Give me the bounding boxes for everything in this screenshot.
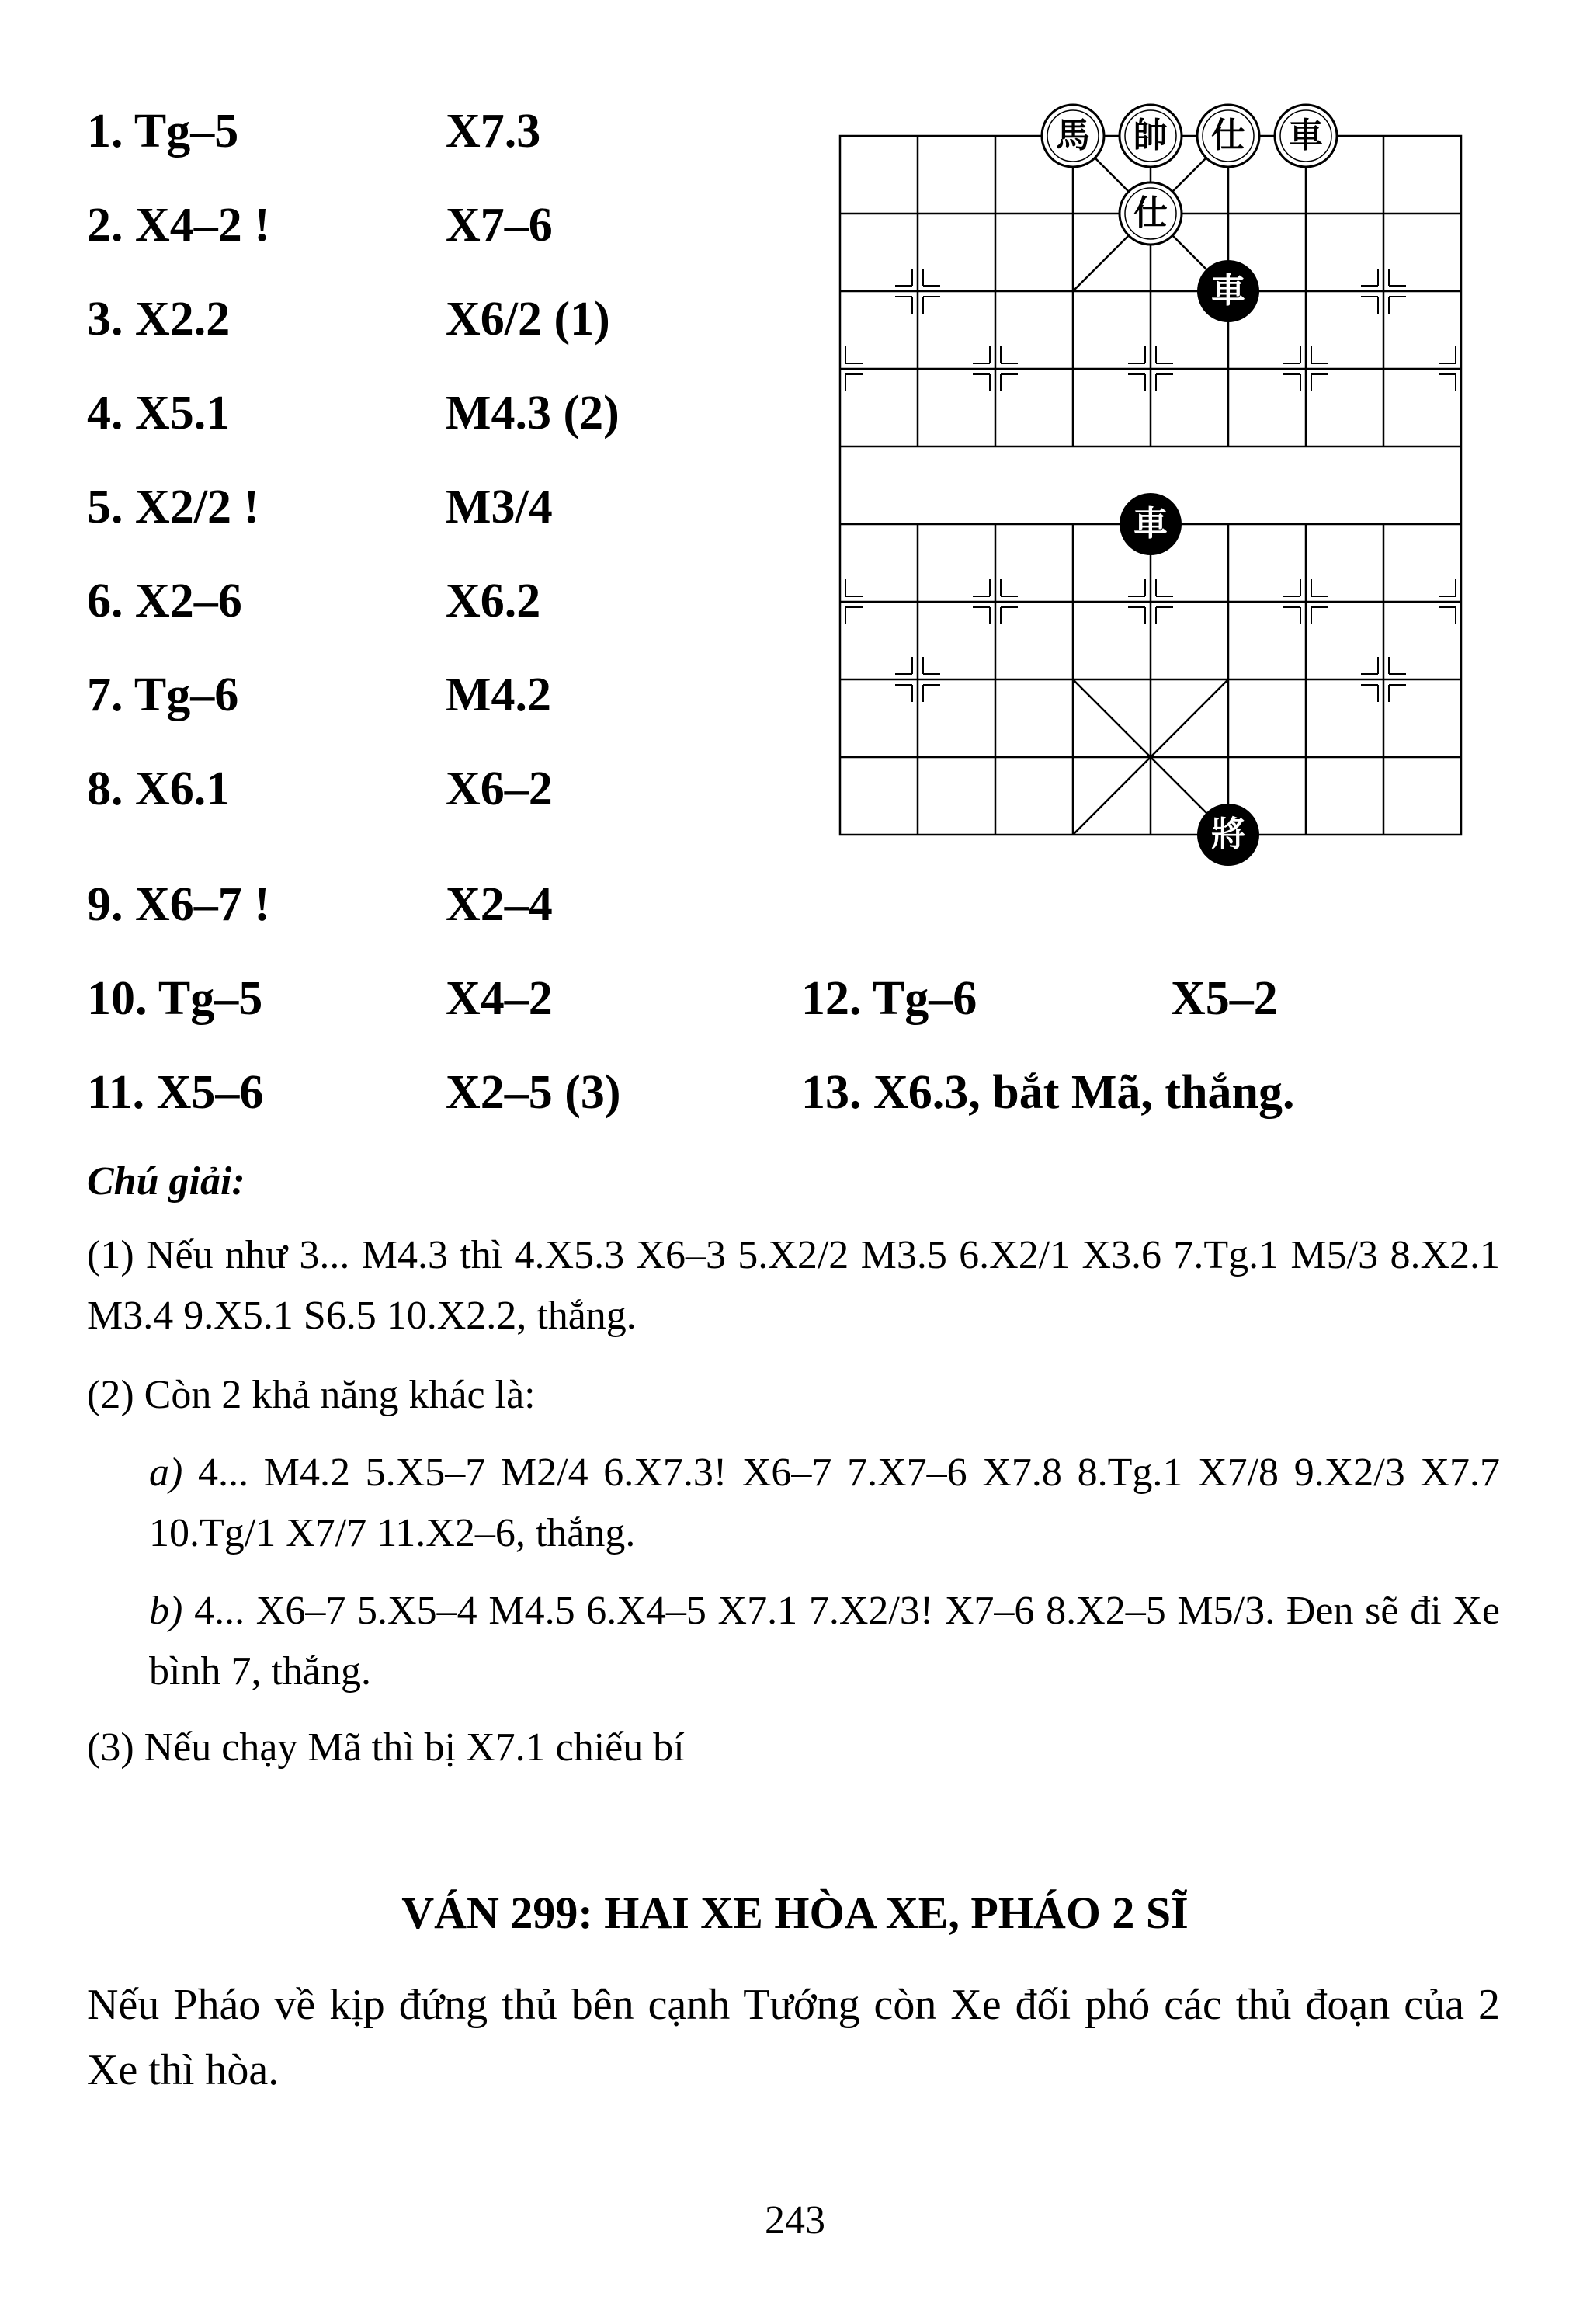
piece-red-3 (1275, 105, 1337, 167)
move-12-black: X5–2 (1171, 972, 1278, 1025)
move-3-white: 3. X2.2 (87, 293, 231, 346)
piece-black-5 (1197, 260, 1259, 322)
svg-text:仕: 仕 (1133, 193, 1168, 233)
piece-red-2 (1197, 105, 1259, 167)
move-7-black: M4.2 (446, 669, 552, 721)
move-6-white: 6. X2–6 (87, 575, 242, 627)
note-3: (3) Nếu chạy Mã thì bị X7.1 chiếu bí (87, 1725, 685, 1770)
move-8-black: X6–2 (446, 763, 553, 815)
svg-text:車: 車 (1289, 116, 1323, 155)
svg-text:車: 車 (1133, 504, 1168, 544)
note-1: (1) Nếu như 3... M4.3 thì 4.X5.3 X6–3 5.X2/2 M3.5 6.X2/1 X3.6 7.Tg.1 M5/3 8.X2.1 M3.4 9.X5.1 S6.5 10.X2.2, thắng. (87, 1233, 1500, 1338)
move-4-white: 4. X5.1 (87, 387, 231, 439)
move-7-white: 7. Tg–6 (87, 669, 239, 721)
move-10-white: 10. Tg–5 (87, 972, 263, 1025)
page-number: 243 (765, 2198, 825, 2242)
move-2-black: X7–6 (446, 199, 553, 252)
svg-text:將: 將 (1211, 815, 1245, 854)
move-11-white: 11. X5–6 (87, 1066, 264, 1119)
svg-text:馬: 馬 (1056, 116, 1090, 155)
move-11-black: X2–5 (3) (446, 1066, 621, 1119)
notes-heading: Chú giải: (87, 1159, 245, 1204)
move-10-black: X4–2 (446, 972, 553, 1025)
svg-text:仕: 仕 (1211, 116, 1245, 155)
move-2-white: 2. X4–2 ! (87, 199, 270, 252)
piece-black-6 (1120, 493, 1182, 555)
move-13-white: 13. X6.3, bắt Mã, thắng. (801, 1066, 1295, 1119)
move-1-black: X7.3 (446, 105, 541, 158)
move-4-black: M4.3 (2) (446, 387, 620, 439)
note-2a: a) 4... M4.2 5.X5–7 M2/4 6.X7.3! X6–7 7.X7–6 X7.8 8.Tg.1 X7/8 9.X2/3 X7.7 10.Tg/1 X7/7 11.X2–6, thắng. (149, 1450, 1500, 1555)
move-5-black: M3/4 (446, 481, 553, 533)
move-9-white: 9. X6–7 ! (87, 878, 270, 931)
piece-black-7 (1197, 804, 1259, 866)
svg-text:車: 車 (1211, 271, 1245, 311)
move-12-white: 12. Tg–6 (801, 972, 977, 1025)
move-9-black: X2–4 (446, 878, 553, 931)
move-6-black: X6.2 (446, 575, 541, 627)
piece-red-0 (1042, 105, 1104, 167)
section-paragraph: Nếu Pháo về kịp đứng thủ bên cạnh Tướng còn Xe đối phó các thủ đoạn của 2 Xe thì hòa. (87, 1981, 1500, 2094)
move-1-white: 1. Tg–5 (87, 105, 239, 158)
note-2b: b) 4... X6–7 5.X5–4 M4.5 6.X4–5 X7.1 7.X2/3! X7–6 8.X2–5 M5/3. Đen sẽ đi Xe bình 7, thắng. (149, 1589, 1501, 1693)
xiangqi-board-diagram (831, 89, 1483, 866)
move-8-white: 8. X6.1 (87, 763, 231, 815)
move-3-black: X6/2 (1) (446, 293, 610, 346)
piece-red-4 (1120, 182, 1182, 245)
pieces-layer (1042, 105, 1337, 866)
move-5-white: 5. X2/2 ! (87, 481, 260, 533)
piece-red-1 (1120, 105, 1182, 167)
section-title: VÁN 299: HAI XE HÒA XE, PHÁO 2 SĨ (401, 1888, 1189, 1938)
note-2: (2) Còn 2 khả năng khác là: (87, 1373, 536, 1417)
svg-text:帥: 帥 (1133, 116, 1168, 155)
